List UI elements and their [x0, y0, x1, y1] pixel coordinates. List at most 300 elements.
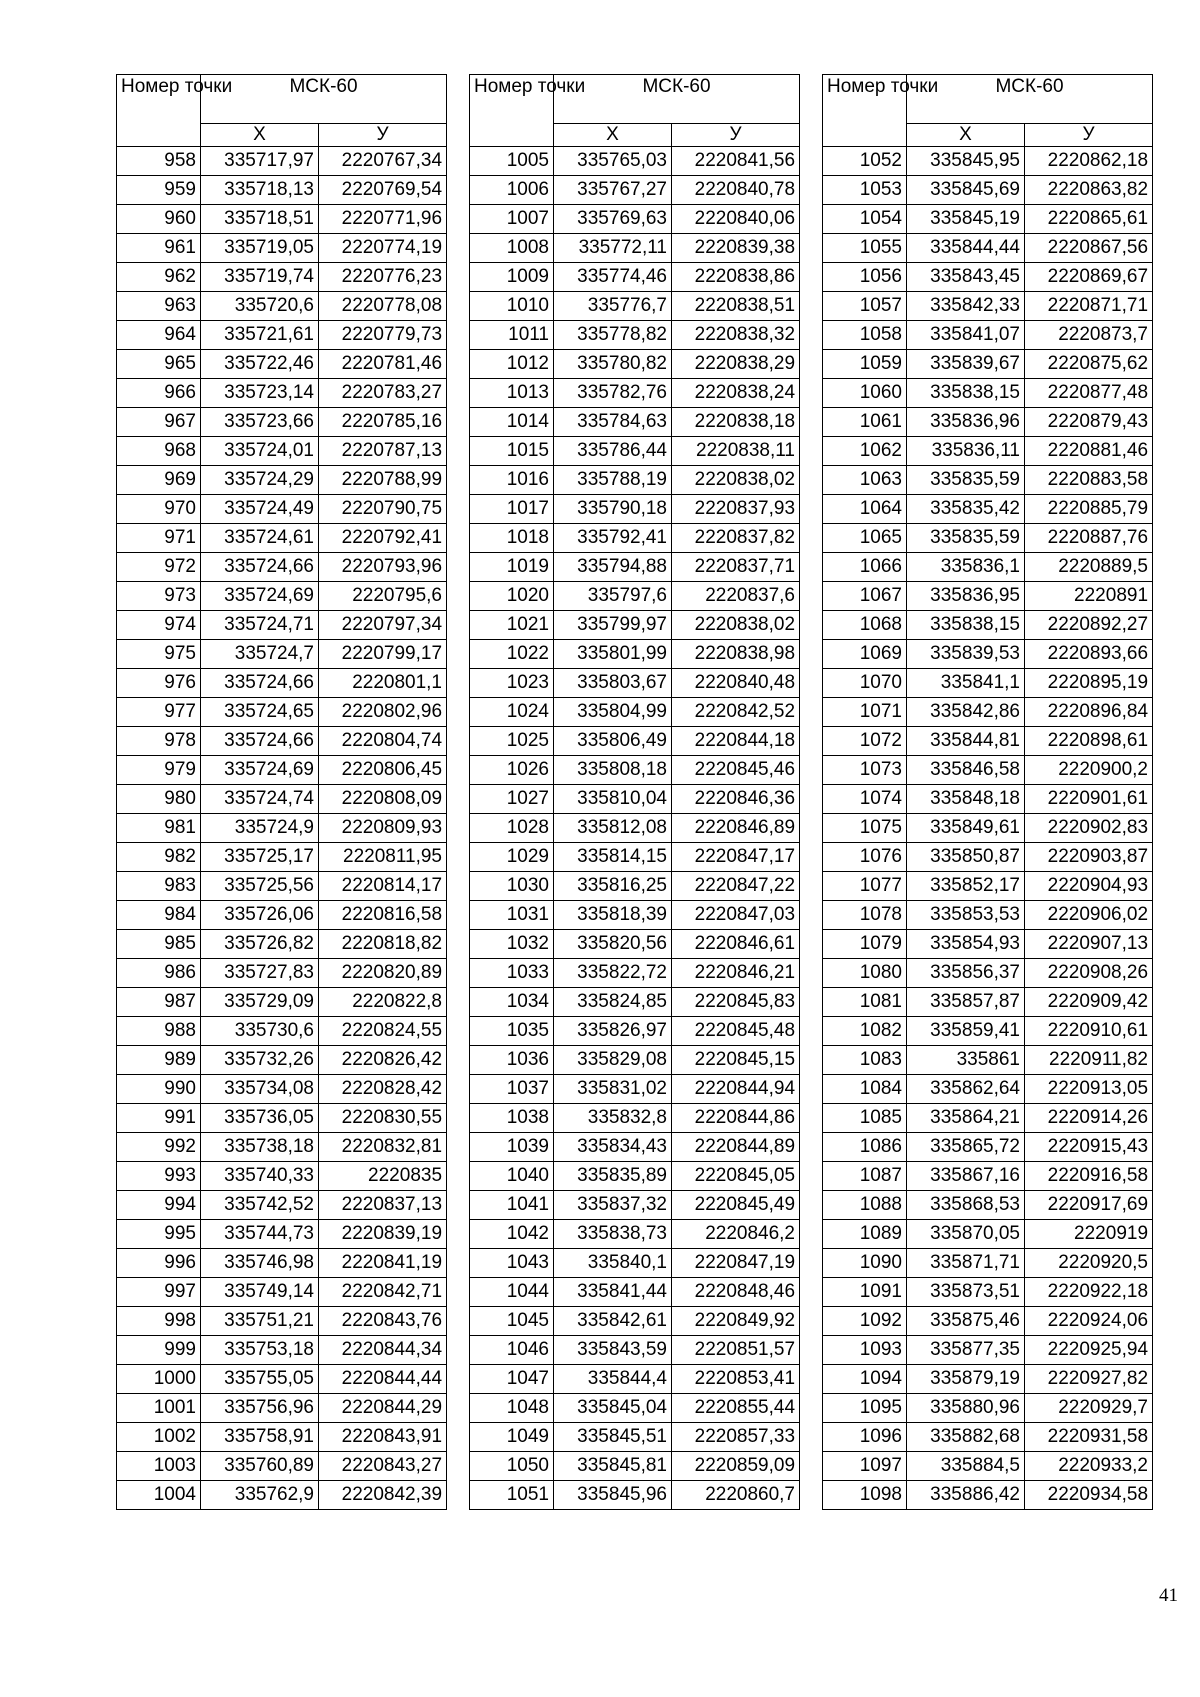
point-number-cell: 1018: [470, 524, 554, 553]
point-number-cell: 1023: [470, 669, 554, 698]
y-coordinate-cell: 2220893,66: [1025, 640, 1153, 669]
x-coordinate-cell: 335724,69: [201, 582, 319, 611]
table-row: [470, 1249, 800, 1278]
table-row: [470, 698, 800, 727]
point-number-cell: 974: [117, 611, 201, 640]
table-row: [823, 379, 1153, 408]
point-number-cell: 1027: [470, 785, 554, 814]
point-number-cell: 1057: [823, 292, 907, 321]
y-coordinate-cell: 2220915,43: [1025, 1133, 1153, 1162]
x-coordinate-cell: 335879,19: [907, 1365, 1025, 1394]
x-coordinate-cell: 335729,09: [201, 988, 319, 1017]
point-number-cell: 1087: [823, 1162, 907, 1191]
point-number-cell: 1079: [823, 930, 907, 959]
table-row: [823, 1278, 1153, 1307]
y-coordinate-cell: 2220917,69: [1025, 1191, 1153, 1220]
point-number-cell: 1094: [823, 1365, 907, 1394]
table-row: [470, 1394, 800, 1423]
table-row: [823, 495, 1153, 524]
x-coordinate-cell: 335862,64: [907, 1075, 1025, 1104]
x-coordinate-cell: 335717,97: [201, 147, 319, 176]
table-row: [823, 756, 1153, 785]
x-coordinate-cell: 335804,99: [554, 698, 672, 727]
x-header: Х: [554, 124, 672, 147]
table-row: [470, 959, 800, 988]
y-coordinate-cell: 2220934,58: [1025, 1481, 1153, 1510]
table-row: [470, 611, 800, 640]
x-coordinate-cell: 335882,68: [907, 1423, 1025, 1452]
y-coordinate-cell: 2220818,82: [319, 930, 447, 959]
point-number-cell: 983: [117, 872, 201, 901]
x-coordinate-cell: 335772,11: [554, 234, 672, 263]
y-coordinate-cell: 2220845,46: [672, 756, 800, 785]
table-row: [470, 147, 800, 176]
x-coordinate-cell: 335841,07: [907, 321, 1025, 350]
point-number-cell: 1059: [823, 350, 907, 379]
table-row: [117, 930, 447, 959]
page-number: 41: [1159, 1585, 1178, 1606]
y-coordinate-cell: 2220844,18: [672, 727, 800, 756]
table-row: [823, 785, 1153, 814]
table-row: [470, 1104, 800, 1133]
y-coordinate-cell: 2220922,18: [1025, 1278, 1153, 1307]
y-coordinate-cell: 2220838,24: [672, 379, 800, 408]
point-number-cell: 1074: [823, 785, 907, 814]
point-number-cell: 1047: [470, 1365, 554, 1394]
point-number-cell: 965: [117, 350, 201, 379]
y-coordinate-cell: 2220795,6: [319, 582, 447, 611]
y-coordinate-cell: 2220840,48: [672, 669, 800, 698]
x-coordinate-cell: 335844,4: [554, 1365, 672, 1394]
table-row: [470, 350, 800, 379]
table-row: [117, 495, 447, 524]
table-row: [117, 1365, 447, 1394]
x-coordinate-cell: 335867,16: [907, 1162, 1025, 1191]
x-header: Х: [907, 124, 1025, 147]
x-coordinate-cell: 335776,7: [554, 292, 672, 321]
table-row: [823, 959, 1153, 988]
y-coordinate-cell: 2220838,02: [672, 611, 800, 640]
y-coordinate-cell: 2220837,13: [319, 1191, 447, 1220]
table-row: [823, 1162, 1153, 1191]
x-coordinate-cell: 335774,46: [554, 263, 672, 292]
x-coordinate-cell: 335724,01: [201, 437, 319, 466]
y-coordinate-cell: 2220792,41: [319, 524, 447, 553]
point-number-cell: 1086: [823, 1133, 907, 1162]
y-coordinate-cell: 2220845,83: [672, 988, 800, 1017]
point-number-cell: 961: [117, 234, 201, 263]
y-coordinate-cell: 2220844,94: [672, 1075, 800, 1104]
y-coordinate-cell: 2220849,92: [672, 1307, 800, 1336]
x-coordinate-cell: 335808,18: [554, 756, 672, 785]
y-coordinate-cell: 2220846,2: [672, 1220, 800, 1249]
x-coordinate-cell: 335843,59: [554, 1336, 672, 1365]
x-coordinate-cell: 335724,74: [201, 785, 319, 814]
point-number-cell: 977: [117, 698, 201, 727]
x-coordinate-cell: 335853,53: [907, 901, 1025, 930]
table-row: [823, 698, 1153, 727]
point-number-header: Номер точки: [823, 75, 907, 147]
y-coordinate-cell: 2220883,58: [1025, 466, 1153, 495]
y-coordinate-cell: 2220906,02: [1025, 901, 1153, 930]
point-number-cell: 1070: [823, 669, 907, 698]
table-row: [117, 1452, 447, 1481]
y-coordinate-cell: 2220857,33: [672, 1423, 800, 1452]
table-row: [470, 1452, 800, 1481]
x-coordinate-cell: 335820,56: [554, 930, 672, 959]
x-coordinate-cell: 335840,1: [554, 1249, 672, 1278]
point-number-cell: 1005: [470, 147, 554, 176]
table-row: [823, 901, 1153, 930]
y-coordinate-cell: 2220901,61: [1025, 785, 1153, 814]
x-coordinate-cell: 335826,97: [554, 1017, 672, 1046]
y-coordinate-cell: 2220830,55: [319, 1104, 447, 1133]
point-number-cell: 995: [117, 1220, 201, 1249]
y-coordinate-cell: 2220828,42: [319, 1075, 447, 1104]
point-number-cell: 1055: [823, 234, 907, 263]
y-coordinate-cell: 2220793,96: [319, 553, 447, 582]
y-coordinate-cell: 2220869,67: [1025, 263, 1153, 292]
x-coordinate-cell: 335857,87: [907, 988, 1025, 1017]
x-coordinate-cell: 335836,95: [907, 582, 1025, 611]
table-row: [470, 1191, 800, 1220]
y-coordinate-cell: 2220844,89: [672, 1133, 800, 1162]
table-row: [117, 1191, 447, 1220]
table-row: [117, 437, 447, 466]
y-coordinate-cell: 2220838,29: [672, 350, 800, 379]
point-number-cell: 987: [117, 988, 201, 1017]
y-coordinate-cell: 2220838,51: [672, 292, 800, 321]
point-number-cell: 1011: [470, 321, 554, 350]
point-number-cell: 1076: [823, 843, 907, 872]
point-number-cell: 1082: [823, 1017, 907, 1046]
coordinates-table-3: [822, 74, 1153, 1510]
y-coordinate-cell: 2220875,62: [1025, 350, 1153, 379]
point-number-cell: 1088: [823, 1191, 907, 1220]
point-number-cell: 1095: [823, 1394, 907, 1423]
y-coordinate-cell: 2220879,43: [1025, 408, 1153, 437]
point-number-cell: 1019: [470, 553, 554, 582]
table-row: [470, 176, 800, 205]
y-coordinate-cell: 2220885,79: [1025, 495, 1153, 524]
point-number-cell: 1035: [470, 1017, 554, 1046]
table-row: [823, 1423, 1153, 1452]
x-coordinate-cell: 335801,99: [554, 640, 672, 669]
x-coordinate-cell: 335877,35: [907, 1336, 1025, 1365]
x-coordinate-cell: 335849,61: [907, 814, 1025, 843]
table-row: [117, 1336, 447, 1365]
y-coordinate-cell: 2220797,34: [319, 611, 447, 640]
point-number-cell: 982: [117, 843, 201, 872]
y-coordinate-cell: 2220843,76: [319, 1307, 447, 1336]
x-coordinate-cell: 335868,53: [907, 1191, 1025, 1220]
table-row: [823, 263, 1153, 292]
point-number-cell: 1051: [470, 1481, 554, 1510]
y-coordinate-cell: 2220837,82: [672, 524, 800, 553]
x-coordinate-cell: 335736,05: [201, 1104, 319, 1133]
y-coordinate-cell: 2220790,75: [319, 495, 447, 524]
x-coordinate-cell: 335756,96: [201, 1394, 319, 1423]
y-coordinate-cell: 2220781,46: [319, 350, 447, 379]
point-number-cell: 1068: [823, 611, 907, 640]
x-coordinate-cell: 335864,21: [907, 1104, 1025, 1133]
x-coordinate-cell: 335884,5: [907, 1452, 1025, 1481]
x-coordinate-cell: 335782,76: [554, 379, 672, 408]
y-coordinate-cell: 2220895,19: [1025, 669, 1153, 698]
y-coordinate-cell: 2220914,26: [1025, 1104, 1153, 1133]
point-number-cell: 991: [117, 1104, 201, 1133]
table-row: [117, 524, 447, 553]
y-coordinate-cell: 2220837,6: [672, 582, 800, 611]
x-coordinate-cell: 335842,33: [907, 292, 1025, 321]
point-number-cell: 994: [117, 1191, 201, 1220]
point-number-cell: 1093: [823, 1336, 907, 1365]
x-coordinate-cell: 335726,82: [201, 930, 319, 959]
x-coordinate-cell: 335843,45: [907, 263, 1025, 292]
point-number-cell: 1048: [470, 1394, 554, 1423]
table-row: [117, 756, 447, 785]
table-row: [823, 1452, 1153, 1481]
table-row: [117, 292, 447, 321]
table-row: [117, 1278, 447, 1307]
table-row: [470, 727, 800, 756]
point-number-cell: 1058: [823, 321, 907, 350]
point-number-cell: 969: [117, 466, 201, 495]
x-coordinate-cell: 335845,81: [554, 1452, 672, 1481]
table-row: [823, 1017, 1153, 1046]
point-number-cell: 970: [117, 495, 201, 524]
y-coordinate-cell: 2220845,49: [672, 1191, 800, 1220]
table-row: [470, 640, 800, 669]
y-coordinate-cell: 2220826,42: [319, 1046, 447, 1075]
table-row: [470, 814, 800, 843]
y-coordinate-cell: 2220838,18: [672, 408, 800, 437]
point-number-cell: 1060: [823, 379, 907, 408]
x-coordinate-cell: 335880,96: [907, 1394, 1025, 1423]
table-row: [117, 1162, 447, 1191]
x-coordinate-cell: 335852,17: [907, 872, 1025, 901]
table-row: [823, 553, 1153, 582]
y-header: У: [672, 124, 800, 147]
point-number-cell: 1028: [470, 814, 554, 843]
x-coordinate-cell: 335719,74: [201, 263, 319, 292]
table-row: [823, 611, 1153, 640]
y-coordinate-cell: 2220900,2: [1025, 756, 1153, 785]
point-number-cell: 1067: [823, 582, 907, 611]
table-row: [117, 350, 447, 379]
y-coordinate-cell: 2220862,18: [1025, 147, 1153, 176]
point-number-cell: 1015: [470, 437, 554, 466]
table-row: [823, 350, 1153, 379]
point-number-cell: 981: [117, 814, 201, 843]
table-row: [470, 1307, 800, 1336]
table-row: [470, 901, 800, 930]
y-coordinate-cell: 2220916,58: [1025, 1162, 1153, 1191]
x-coordinate-cell: 335836,1: [907, 553, 1025, 582]
x-coordinate-cell: 335838,15: [907, 379, 1025, 408]
x-coordinate-cell: 335848,18: [907, 785, 1025, 814]
point-number-cell: 1030: [470, 872, 554, 901]
table-row: [117, 872, 447, 901]
point-number-cell: 1091: [823, 1278, 907, 1307]
point-number-cell: 1017: [470, 495, 554, 524]
y-coordinate-cell: 2220824,55: [319, 1017, 447, 1046]
point-number-cell: 999: [117, 1336, 201, 1365]
point-number-header: Номер точки: [470, 75, 554, 147]
point-number-cell: 1033: [470, 959, 554, 988]
table-row: [117, 698, 447, 727]
x-coordinate-cell: 335755,05: [201, 1365, 319, 1394]
x-coordinate-cell: 335780,82: [554, 350, 672, 379]
y-coordinate-cell: 2220840,06: [672, 205, 800, 234]
y-coordinate-cell: 2220913,05: [1025, 1075, 1153, 1104]
table-row: [823, 582, 1153, 611]
y-coordinate-cell: 2220787,13: [319, 437, 447, 466]
y-coordinate-cell: 2220867,56: [1025, 234, 1153, 263]
y-coordinate-cell: 2220891: [1025, 582, 1153, 611]
y-coordinate-cell: 2220840,78: [672, 176, 800, 205]
point-number-cell: 1007: [470, 205, 554, 234]
table-row: [470, 1017, 800, 1046]
point-number-cell: 1041: [470, 1191, 554, 1220]
point-number-cell: 997: [117, 1278, 201, 1307]
point-number-cell: 1063: [823, 466, 907, 495]
point-number-cell: 960: [117, 205, 201, 234]
point-number-cell: 1071: [823, 698, 907, 727]
table-row: [117, 959, 447, 988]
x-coordinate-cell: 335751,21: [201, 1307, 319, 1336]
y-coordinate-cell: 2220925,94: [1025, 1336, 1153, 1365]
y-coordinate-cell: 2220776,23: [319, 263, 447, 292]
y-coordinate-cell: 2220811,95: [319, 843, 447, 872]
table-row: [470, 1365, 800, 1394]
y-coordinate-cell: 2220871,71: [1025, 292, 1153, 321]
x-coordinate-cell: 335845,51: [554, 1423, 672, 1452]
y-coordinate-cell: 2220903,87: [1025, 843, 1153, 872]
table-row: [470, 785, 800, 814]
point-number-cell: 1054: [823, 205, 907, 234]
coordinates-table: [116, 74, 447, 1510]
table-row: [470, 756, 800, 785]
y-coordinate-cell: 2220842,71: [319, 1278, 447, 1307]
point-number-cell: 1037: [470, 1075, 554, 1104]
table-row: [823, 1394, 1153, 1423]
table-row: [117, 1394, 447, 1423]
table-row: [823, 640, 1153, 669]
coordinates-table: [822, 74, 1153, 1510]
point-number-cell: 968: [117, 437, 201, 466]
table-row: [470, 234, 800, 263]
table-row: [823, 1075, 1153, 1104]
x-coordinate-cell: 335721,61: [201, 321, 319, 350]
point-number-cell: 978: [117, 727, 201, 756]
x-coordinate-cell: 335742,52: [201, 1191, 319, 1220]
table-row: [470, 988, 800, 1017]
point-number-cell: 1042: [470, 1220, 554, 1249]
x-coordinate-cell: 335839,67: [907, 350, 1025, 379]
y-coordinate-cell: 2220838,86: [672, 263, 800, 292]
x-coordinate-cell: 335845,95: [907, 147, 1025, 176]
y-coordinate-cell: 2220844,29: [319, 1394, 447, 1423]
coordinate-system-header: МСК-60: [201, 75, 447, 124]
y-coordinate-cell: 2220767,34: [319, 147, 447, 176]
table-row: [117, 814, 447, 843]
x-coordinate-cell: 335846,58: [907, 756, 1025, 785]
point-number-cell: 1049: [470, 1423, 554, 1452]
point-number-cell: 1072: [823, 727, 907, 756]
point-number-cell: 1009: [470, 263, 554, 292]
table-row: [117, 1104, 447, 1133]
x-coordinate-cell: 335724,61: [201, 524, 319, 553]
table-row: [117, 1481, 447, 1510]
y-coordinate-cell: 2220877,48: [1025, 379, 1153, 408]
x-coordinate-cell: 335832,8: [554, 1104, 672, 1133]
point-number-cell: 1012: [470, 350, 554, 379]
point-number-cell: 964: [117, 321, 201, 350]
point-number-cell: 1013: [470, 379, 554, 408]
table-row: [470, 1046, 800, 1075]
point-number-cell: 1014: [470, 408, 554, 437]
x-coordinate-cell: 335724,66: [201, 669, 319, 698]
point-number-cell: 986: [117, 959, 201, 988]
y-coordinate-cell: 2220887,76: [1025, 524, 1153, 553]
y-coordinate-cell: 2220845,05: [672, 1162, 800, 1191]
point-number-cell: 1026: [470, 756, 554, 785]
table-row: [470, 292, 800, 321]
coordinate-system-header: МСК-60: [907, 75, 1153, 124]
point-number-cell: 973: [117, 582, 201, 611]
table-row: [823, 988, 1153, 1017]
table-row: [823, 872, 1153, 901]
x-coordinate-cell: 335786,44: [554, 437, 672, 466]
table-row: [117, 1423, 447, 1452]
y-coordinate-cell: 2220841,19: [319, 1249, 447, 1278]
point-number-cell: 959: [117, 176, 201, 205]
y-coordinate-cell: 2220902,83: [1025, 814, 1153, 843]
x-coordinate-cell: 335856,37: [907, 959, 1025, 988]
x-coordinate-cell: 335720,6: [201, 292, 319, 321]
x-coordinate-cell: 335865,72: [907, 1133, 1025, 1162]
table-row: [470, 437, 800, 466]
table-row: [117, 640, 447, 669]
point-number-cell: 1065: [823, 524, 907, 553]
table-row: [470, 263, 800, 292]
y-coordinate-cell: 2220837,71: [672, 553, 800, 582]
table-row: [823, 1365, 1153, 1394]
x-coordinate-cell: 335838,73: [554, 1220, 672, 1249]
table-row: [823, 1481, 1153, 1510]
table-row: [823, 1307, 1153, 1336]
x-coordinate-cell: 335844,44: [907, 234, 1025, 263]
point-number-cell: 998: [117, 1307, 201, 1336]
table-row: [117, 263, 447, 292]
y-coordinate-cell: 2220924,06: [1025, 1307, 1153, 1336]
x-coordinate-cell: 335812,08: [554, 814, 672, 843]
point-number-cell: 990: [117, 1075, 201, 1104]
x-coordinate-cell: 335829,08: [554, 1046, 672, 1075]
table-row: [117, 1075, 447, 1104]
table-row: [117, 408, 447, 437]
point-number-cell: 1066: [823, 553, 907, 582]
y-coordinate-cell: 2220908,26: [1025, 959, 1153, 988]
y-coordinate-cell: 2220851,57: [672, 1336, 800, 1365]
point-number-cell: 1085: [823, 1104, 907, 1133]
y-coordinate-cell: 2220835: [319, 1162, 447, 1191]
point-number-cell: 1038: [470, 1104, 554, 1133]
y-coordinate-cell: 2220814,17: [319, 872, 447, 901]
table-row: [823, 814, 1153, 843]
table-row: [117, 176, 447, 205]
